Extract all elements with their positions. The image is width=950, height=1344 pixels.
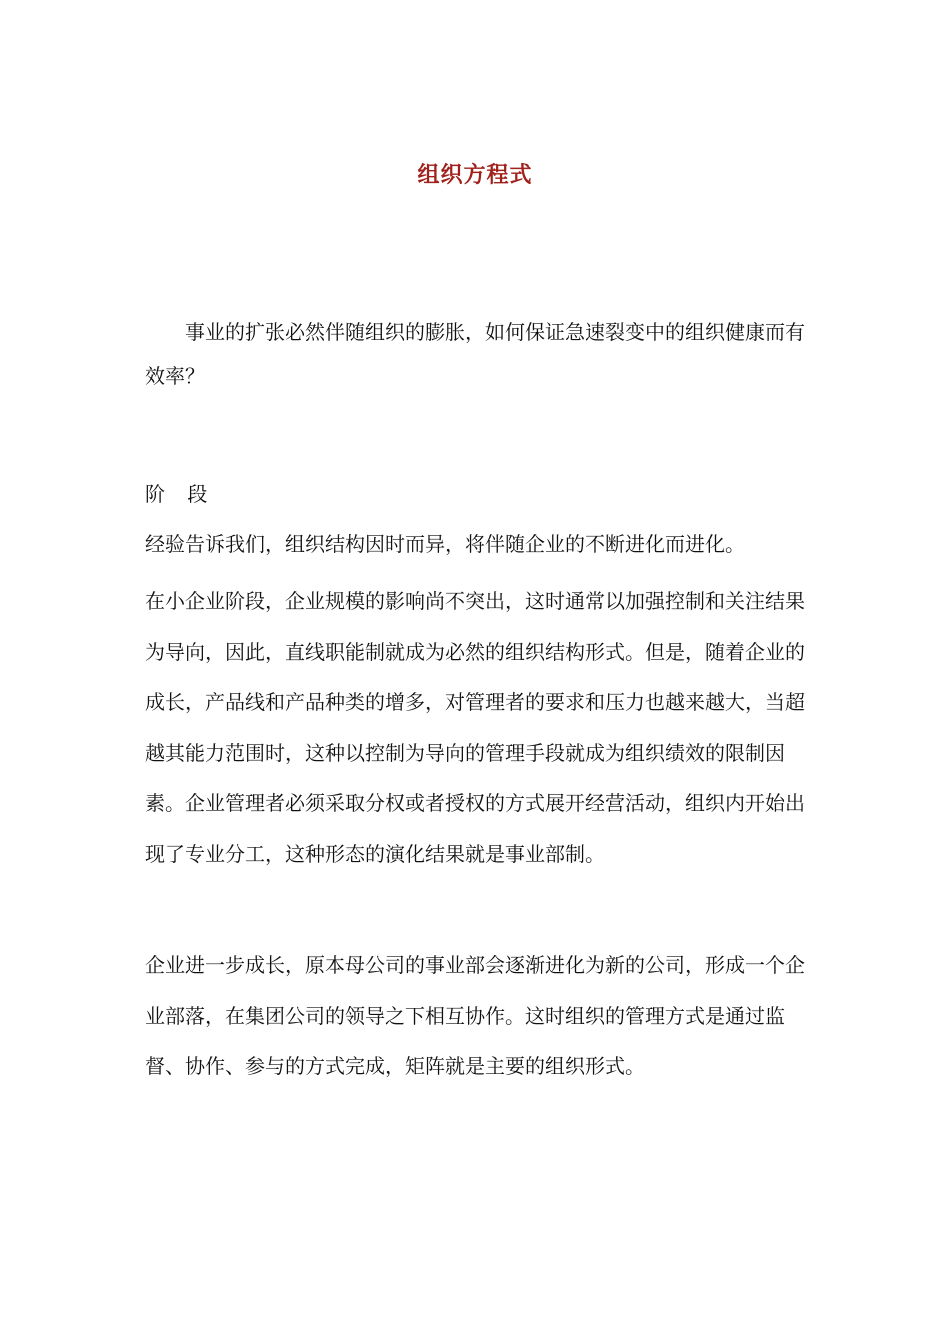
- paragraph-3: 企业进一步成长，原本母公司的事业部会逐渐进化为新的公司，形成一个企业部落，在集团公司的领导之下相互协作。这时组织的管理方式是通过监督、协作、参与的方式完成，矩阵就是主要的组织形式。: [145, 953, 805, 1078]
- document-title: 组织方程式: [417, 163, 533, 188]
- paragraph-2: 在小企业阶段，企业规模的影响尚不突出，这时通常以加强控制和关注结果为导向，因此，直线职能制就成为必然的组织结构形式。但是，随着企业的成长，产品线和产品种类的增多，对管理者的要求和压力也越来越大，当超越其能力范围时，这种以控制为导向的管理手段就成为组织绩效的限制因素。企业管理者必须采取分权或者授权的方式展开经营活动，组织内开始出现了专业分工，这种形态的演化结果就是事业部制。: [145, 589, 805, 866]
- paragraph-1: 经验告诉我们，组织结构因时而异，将伴随企业的不断进化而进化。: [145, 532, 745, 556]
- section-heading: 阶 段: [145, 482, 216, 506]
- intro-paragraph: 事业的扩张必然伴随组织的膨胀，如何保证急速裂变中的组织健康而有效率？: [145, 320, 805, 388]
